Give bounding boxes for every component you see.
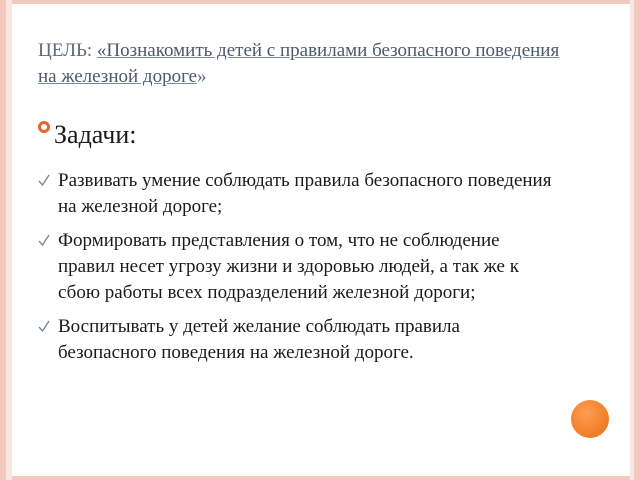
checkmark-icon xyxy=(38,319,50,333)
task-item xyxy=(38,168,558,220)
slide-title xyxy=(38,38,578,90)
task-item-text: Воспитывать у детей желание соблюдать правила безопасного поведения на железной дороге. xyxy=(58,316,460,363)
tasks-heading-label: Задачи: xyxy=(54,120,137,149)
task-item xyxy=(38,228,558,306)
task-item-text: Развивать умение соблюдать правила безопасного поведения на железной дороге; xyxy=(58,170,552,217)
title-prefix: ЦЕЛЬ: xyxy=(38,40,97,61)
checkmark-icon xyxy=(38,173,50,187)
right-border xyxy=(634,0,640,480)
tasks-heading xyxy=(38,120,137,150)
title-link[interactable]: «Познакомить детей с правилами безопасного поведения на железной дороге xyxy=(38,40,560,87)
left-border-inner xyxy=(6,0,12,480)
checkmark-icon xyxy=(38,233,50,247)
task-item-text: Формировать представления о том, что не соблюдение правил несет угрозу жизни и здоровью людей, а так же к сбою работы всех подразделений железной дороги; xyxy=(58,230,519,303)
bottom-border xyxy=(0,476,640,480)
decorative-circle xyxy=(571,400,609,438)
ring-bullet-icon xyxy=(38,121,50,133)
top-border xyxy=(0,0,640,4)
right-border-inner xyxy=(630,0,634,480)
task-list xyxy=(38,168,558,374)
title-suffix: » xyxy=(197,66,207,87)
task-item xyxy=(38,314,558,366)
